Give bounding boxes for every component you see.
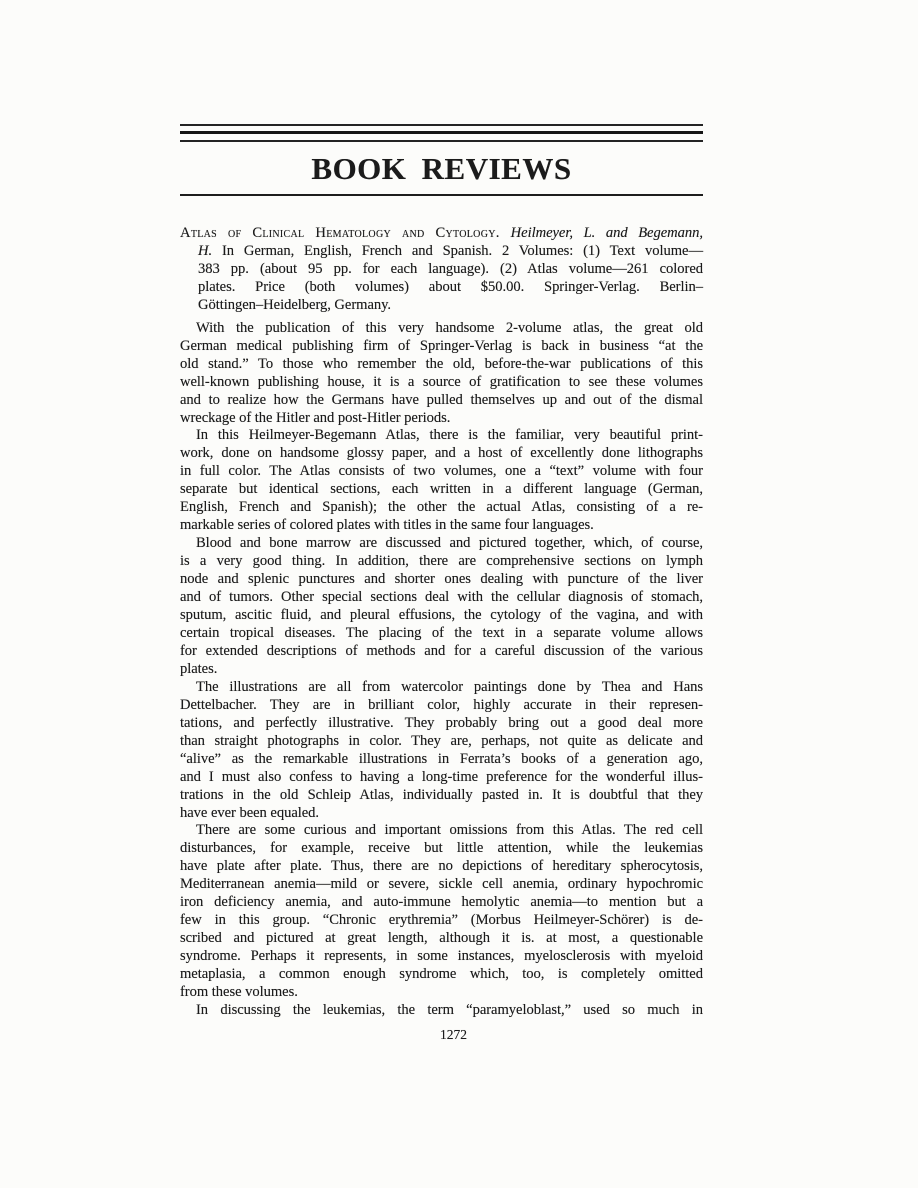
text-line: few in this group. “Chronic erythremia” (Morbus Heilmeyer-Schörer) is de-	[180, 912, 703, 929]
text-line: certain tropical diseases. The placing of the text in a separate volume allows	[180, 624, 703, 641]
citation-segment-normal: 383 pp. (about 95 pp. for each language). (2) Atlas volume—261 colored	[198, 260, 703, 277]
text-line: trations in the old Schleip Atlas, individually pasted in. It is doubtful that they	[180, 786, 703, 803]
text-line: Dettelbacher. They are in brilliant color, highly accurate in their represen-	[180, 696, 703, 713]
text-line: separate but identical sections, each written in a different language (German,	[180, 481, 703, 498]
text-line: In this Heilmeyer-Begemann Atlas, there is the familiar, very beautiful print-	[196, 427, 703, 444]
text-line: syndrome. Perhaps it represents, in some instances, myelosclerosis with myeloid	[180, 948, 703, 965]
paragraph	[180, 822, 703, 1002]
citation-segment-italic: H.	[198, 242, 213, 259]
citation-segment-smallcaps: Atlas of Clinical Hematology and Cytology.	[180, 225, 511, 241]
citation-segment-normal: Göttingen–Heidelberg, Germany.	[198, 296, 392, 313]
text-line: Mediterranean anemia—mild or severe, sickle cell anemia, ordinary hypochromic	[180, 876, 703, 893]
text-line: sputum, ascitic fluid, and pleural effusions, the cytology of the vagina, and with	[180, 607, 703, 624]
text-line: English, French and Spanish); the other the actual Atlas, consisting of a re-	[180, 499, 703, 516]
book-citation	[180, 225, 703, 315]
paragraph	[180, 427, 703, 535]
text-line: in full color. The Atlas consists of two volumes, one a “text” volume with four	[180, 463, 703, 480]
text-line: In discussing the leukemias, the term “paramyeloblast,” used so much in	[196, 1001, 703, 1018]
masthead-rule-thin-top	[180, 124, 703, 126]
citation-line	[180, 225, 703, 243]
paragraph	[180, 320, 703, 428]
text-line: wreckage of the Hitler and post-Hitler periods.	[180, 409, 451, 426]
paragraph	[180, 679, 703, 823]
masthead-rule-thick	[180, 131, 703, 134]
text-line: have plate after plate. Thus, there are no depictions of hereditary spherocytosis,	[180, 858, 703, 875]
text-line: disturbances, for example, receive but little attention, while the leukemias	[180, 840, 703, 857]
masthead-rule-thin-bottom	[180, 140, 703, 142]
text-line: Blood and bone marrow are discussed and pictured together, which, of course,	[196, 535, 703, 552]
text-line: plates.	[180, 660, 218, 677]
text-line: old stand.” To those who remember the old, before-the-war publications of this	[180, 355, 703, 372]
masthead-rule-under-title	[180, 194, 703, 196]
text-line: work, done on handsome glossy paper, and a host of excellently done lithographs	[180, 445, 703, 462]
citation-line	[180, 279, 703, 297]
text-line: and of tumors. Other special sections deal with the cellular diagnosis of stomach,	[180, 589, 703, 606]
text-line: from these volumes.	[180, 984, 298, 1001]
citation-segment-normal: In German, English, French and Spanish. 2 Volumes: (1) Text volume—	[212, 242, 703, 259]
text-line: tations, and perfectly illustrative. They probably bring out a good deal more	[180, 714, 703, 731]
review-body	[180, 320, 703, 1020]
text-line: iron deficiency anemia, and auto-immune hemolytic anemia—to mention but a	[180, 894, 703, 911]
text-line: The illustrations are all from watercolor paintings done by Thea and Hans	[196, 678, 703, 695]
text-line: than straight photographs in color. They are, perhaps, not quite as delicate and	[180, 732, 703, 749]
paragraph	[180, 535, 703, 679]
text-line: scribed and pictured at great length, although it is. at most, a questionable	[180, 930, 703, 947]
citation-segment-italic: Heilmeyer, L. and Begemann,	[510, 225, 703, 241]
text-line: have ever been equaled.	[180, 804, 320, 821]
text-line: markable series of colored plates with titles in the same four languages.	[180, 517, 594, 534]
text-line: and to realize how the Germans have pulled themselves up and out of the dismal	[180, 391, 703, 408]
text-line: is a very good thing. In addition, there are comprehensive sections on lymph	[180, 553, 703, 570]
text-line: well-known publishing house, it is a source of gratification to see these volumes	[180, 373, 703, 390]
text-line: node and splenic punctures and shorter ones dealing with puncture of the liver	[180, 571, 703, 588]
text-line: metaplasia, a common enough syndrome which, too, is completely omitted	[180, 966, 703, 983]
citation-segment-normal: plates. Price (both volumes) about $50.00. Springer-Verlag. Berlin–	[198, 278, 703, 295]
text-line: There are some curious and important omissions from this Atlas. The red cell	[196, 822, 703, 839]
section-title: BOOK REVIEWS	[311, 151, 572, 186]
text-line: and I must also confess to having a long-time preference for the wonderful illus-	[180, 768, 703, 785]
type-column	[180, 0, 703, 1043]
citation-line	[180, 297, 703, 315]
text-line: “alive” as the remarkable illustrations in Ferrata’s books of a generation ago,	[180, 750, 703, 767]
text-line: With the publication of this very handsome 2-volume atlas, the great old	[196, 319, 703, 336]
paragraph	[180, 1002, 703, 1020]
masthead-top-rules	[180, 124, 703, 142]
page-number: 1272	[440, 1026, 467, 1042]
text-line: for extended descriptions of methods and for a careful discussion of the various	[180, 642, 703, 659]
citation-line	[180, 261, 703, 279]
citation-line	[180, 243, 703, 261]
text-line: German medical publishing firm of Springer-Verlag is back in business “at the	[180, 337, 703, 354]
